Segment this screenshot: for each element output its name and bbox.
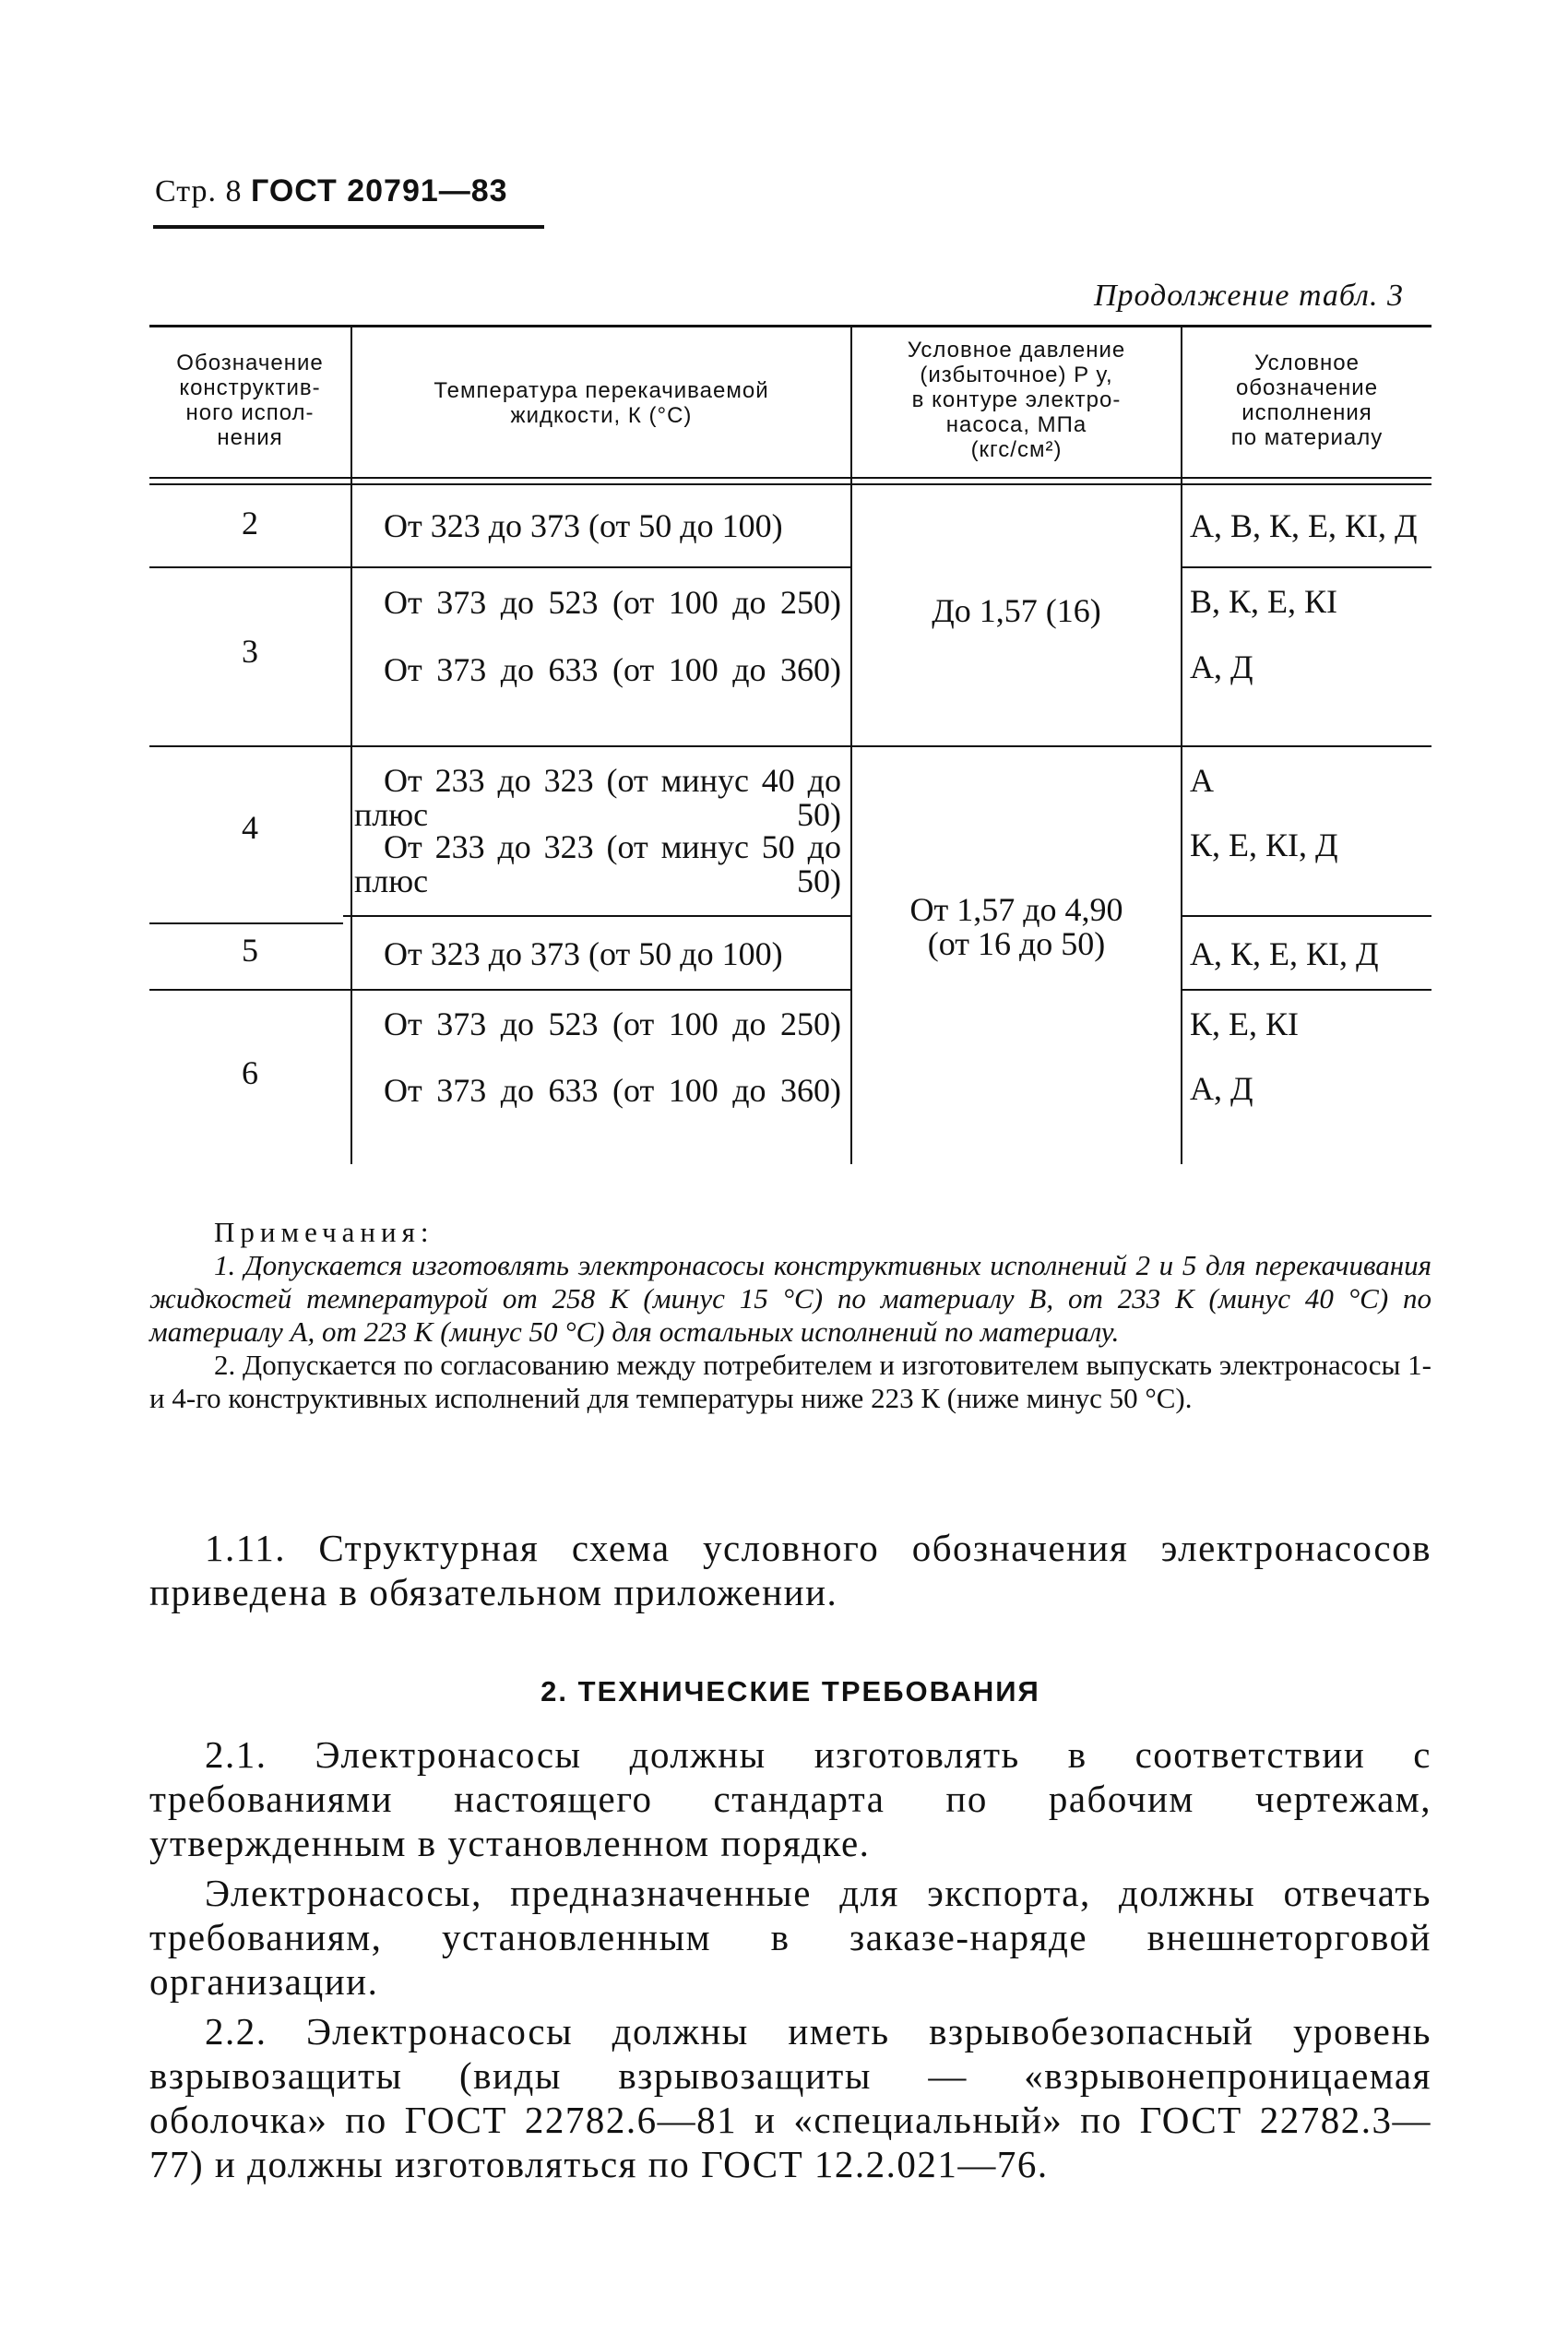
row-3-rule [149, 745, 1431, 747]
pressure-line: От 1,57 до 4,90 [909, 891, 1123, 928]
page-header [155, 173, 508, 209]
pressure-cell: До 1,57 (16) [932, 592, 1101, 629]
col-header-line: исполнения [1241, 400, 1372, 425]
temperature-cell: От 373 до 523 (от 100 до 250) [384, 1005, 841, 1042]
paragraph: 2.1. Электронасосы должны изготовлять в соответствии с требованиями настоящего стандарта по рабочим чертежам, утвержденным в установленном порядке. [149, 1733, 1431, 1864]
row-5-rule-design [149, 989, 343, 991]
notes-block [149, 1216, 1431, 1415]
temperature-cell: От 323 до 373 (от 50 до 100) [384, 507, 783, 544]
paragraph: 1.11. Структурная схема условного обозначения электронасосов приведена в обязательном приложении. [149, 1527, 1431, 1613]
header-bottom-rule-2 [149, 483, 1431, 485]
material-cell: А, Д [1190, 648, 1253, 685]
section-2-body [149, 1732, 1431, 2192]
design-cell: 4 [242, 809, 258, 846]
standard-number: ГОСТ 20791—83 [251, 173, 508, 208]
temperature-cell: От 373 до 633 (от 100 до 360) [384, 1072, 841, 1109]
col-header-line: Обозначение [176, 351, 324, 375]
col-header-line: нения [217, 425, 283, 450]
design-cell: 5 [242, 932, 258, 969]
col-header-pressure [852, 338, 1181, 462]
materials-table [149, 325, 1431, 1164]
section-title: 2. ТЕХНИЧЕСКИЕ ТРЕБОВАНИЯ [540, 1675, 1040, 1707]
row-4-rule-mat [1181, 915, 1431, 917]
row-4-rule-design [149, 922, 343, 924]
col-header-line: Условное [1254, 351, 1360, 375]
table-caption: Продолжение табл. 3 [1093, 279, 1404, 313]
design-cell: 3 [242, 633, 258, 670]
temperature-cell: От 233 до 323 (от минус 40 до плюс 50) [354, 762, 841, 833]
pressure-cell [852, 893, 1181, 961]
temperature-cell: От 373 до 633 (от 100 до 360) [384, 651, 841, 688]
material-cell: А, Д [1190, 1070, 1253, 1107]
header-rule [153, 225, 544, 229]
col-header-line: (кгс/см²) [970, 437, 1063, 462]
col-header-line: Условное давление [907, 338, 1126, 363]
design-cell: 2 [242, 505, 258, 541]
row-2-rule [149, 566, 850, 568]
col-header-line: насоса, МПа [945, 412, 1087, 437]
paragraph: 2.2. Электронасосы должны иметь взрывобезопасный уровень взрывозащиты (виды взрывозащиты — «взрывонепроницаемая оболочка» по ГОСТ 22782.6—81 и «специальный» по ГОСТ 22782.3—77) и должны изготовляться по ГОСТ 12.2.021—76. [149, 2010, 1431, 2185]
col-header-line: (избыточное) P у, [920, 363, 1113, 387]
page-label: Стр. 8 [155, 174, 243, 208]
col-header-line: по материалу [1230, 425, 1384, 450]
material-cell: А, К, Е, КI, Д [1190, 935, 1379, 972]
note-item: 1. Допускается изготовлять электронасосы конструктивных исполнений 2 и 5 для перекачивания жидкостей температурой от 258 К (минус 15 °С) по материалу В, от 233 К (минус 40 °С) по материалу А, от 223 К (минус 50 °С) для остальных исполнений по материалу. [149, 1249, 1431, 1348]
col-header-line: Температура перекачиваемой [434, 378, 769, 403]
header-bottom-rule [149, 477, 1431, 479]
note-item: 2. Допускается по согласованию между потребителем и изготовителем выпускать электронасосы 1- и 4-го конструктивных исполнений для температуры ниже 223 К (ниже минус 50 °С). [149, 1349, 1431, 1414]
col-header-temperature [352, 378, 850, 428]
design-cell: 6 [242, 1054, 258, 1091]
col-header-line: ного испол- [185, 400, 315, 425]
notes-title: Примечания: [214, 1216, 434, 1248]
paragraph-1-11 [149, 1526, 1431, 1620]
col-header-design [149, 351, 350, 450]
col-header-line: обозначение [1235, 375, 1379, 400]
col-header-line: в контуре электро- [911, 387, 1122, 412]
pressure-line: (от 16 до 50) [927, 925, 1106, 962]
col-header-line: конструктив- [179, 375, 321, 400]
material-cell: К, Е, КI, Д [1190, 827, 1338, 863]
col-1-rule [350, 325, 352, 1164]
material-cell: В, К, Е, КI [1190, 583, 1338, 620]
row-5-rule-mat [1181, 989, 1431, 991]
col-3-rule [1181, 325, 1182, 1164]
material-cell: К, Е, КI [1190, 1005, 1300, 1042]
material-cell: А, В, К, Е, КI, Д [1190, 507, 1418, 544]
row-4-rule-temp [343, 915, 850, 917]
col-header-material [1182, 351, 1431, 450]
material-cell: А [1190, 762, 1214, 799]
paragraph: Электронасосы, предназначенные для экспорта, должны отвечать требованиям, установленным в заказе-наряде внешнеторговой организации. [149, 1872, 1431, 2003]
temperature-cell: От 373 до 523 (от 100 до 250) [384, 584, 841, 621]
col-header-line: жидкости, К (°С) [510, 403, 693, 428]
temperature-cell: От 233 до 323 (от минус 50 до плюс 50) [354, 828, 841, 899]
row-2-rule-mat [1181, 566, 1431, 568]
row-5-rule-temp [343, 989, 850, 991]
temperature-cell: От 323 до 373 (от 50 до 100) [384, 935, 783, 972]
table-top-rule [149, 325, 1431, 327]
